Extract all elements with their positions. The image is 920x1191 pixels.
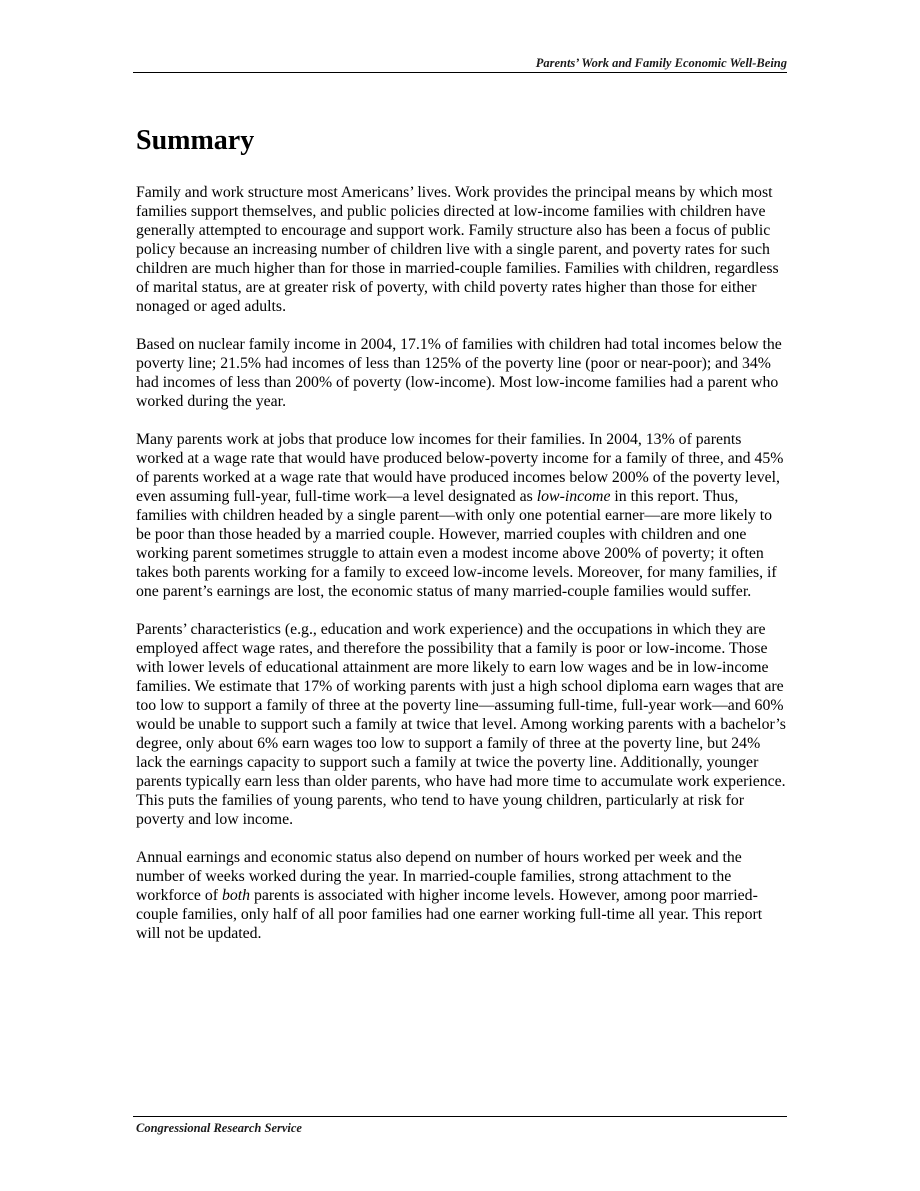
paragraph-3-emphasis: low-income (536, 488, 611, 505)
paragraph-4: Parents’ characteristics (e.g., education and work experience) and the occupations in which they are employed affect wage rates, and therefore the possibility that a family is poor or low-income. Those with lower levels of educational attainment are more likely to earn low wages and be in low-income families. We estimate that 17% of working parents with just a high school diploma earn wages that are too low to support a family of three at the poverty line—assuming full-time, full-year work—and 60% would be unable to support such a family at twice that level. Among working parents with a bachelor’s degree, only about 6% earn wages too low to support a family of three at the poverty line, but 24% lack the earnings capacity to support such a family at twice the poverty line. Additionally, younger parents typically earn less than older parents, who have had more time to accumulate work experience. This puts the families of young parents, who tend to have young children, particularly at risk for poverty and low income. (136, 621, 786, 828)
paragraph-1: Family and work structure most Americans’ lives. Work provides the principal means by which most families support themselves, and public policies directed at low-income families with children have generally attempted to encourage and support work. Family structure also has been a focus of public policy because an increasing number of children live with a single parent, and poverty rates for such children are much higher than for those in married-couple families. Families with children, regardless of marital status, are at greater risk of poverty, with child poverty rates higher than those for either nonaged or aged adults. (136, 184, 779, 315)
paragraph-5-text-b: parents is associated with higher income levels. However, among poor married-couple families, only half of all poor families had one earner working full-time all year. This report will not be updated. (136, 887, 763, 942)
paragraph-3-text-b: in this report. Thus, families with children headed by a single parent—with only one potential earner—are more likely to be poor than those headed by a married couple. However, married couples with children and one working parent sometimes struggle to attain even a modest income above 200% of poverty; it often takes both parents working for a family to exceed low-income levels. Moreover, for many families, if one parent’s earnings are lost, the economic status of many married-couple families would suffer. (136, 488, 777, 600)
paragraph-5-text-a: Annual earnings and economic status also depend on number of hours worked per week and the number of weeks worked during the year. In married-couple families, strong attachment to the workforce of (136, 849, 742, 904)
header-rule (133, 72, 787, 73)
running-header: Parents’ Work and Family Economic Well-Being (535, 56, 787, 70)
paragraph-3 (136, 430, 787, 601)
footer-rule (133, 1116, 787, 1117)
paragraph-2: Based on nuclear family income in 2004, 17.1% of families with children had total incomes below the poverty line; 21.5% had incomes of less than 125% of the poverty line (poor or near-poor); and 34% had incomes of less than 200% of poverty (low-income). Most low-income families had a parent who worked during the year. (136, 336, 782, 410)
paragraph-5-emphasis: both (221, 887, 251, 904)
document-body (136, 120, 787, 962)
section-heading: Summary (136, 125, 255, 156)
running-footer: Congressional Research Service (136, 1121, 302, 1135)
paragraph-3-text-a: Many parents work at jobs that produce low incomes for their families. In 2004, 13% of parents worked at a wage rate that would have produced below-poverty income for a family of three, and 45% of parents worked at a wage rate that would have produced incomes below 200% of the poverty level, even assuming full-year, full-time work—a level designated as (136, 431, 784, 505)
paragraph-5 (136, 848, 787, 943)
